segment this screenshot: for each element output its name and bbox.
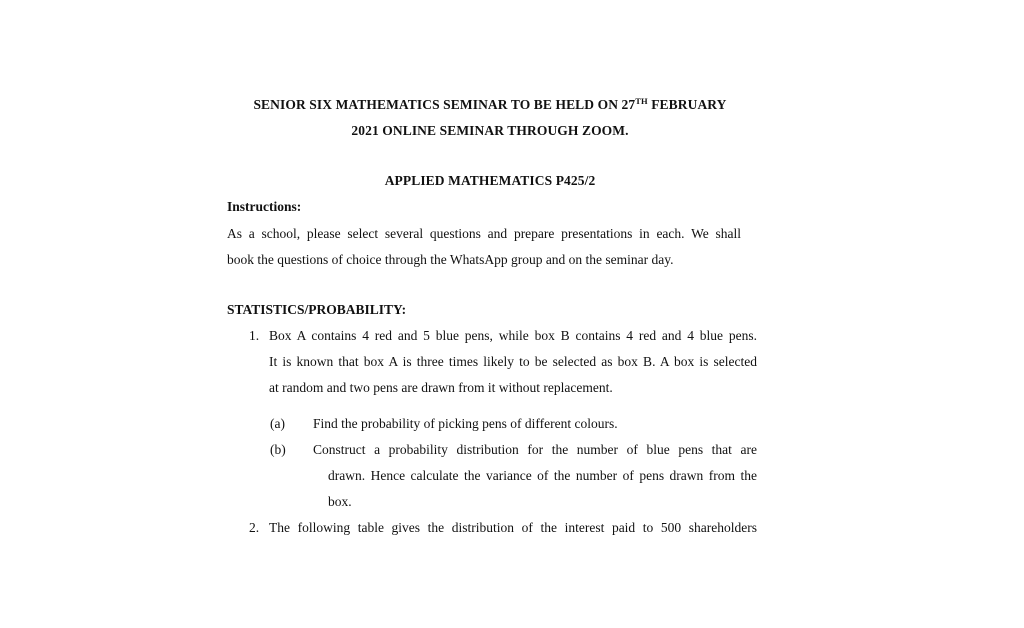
instructions-line-2: book the questions of choice through the WhatsApp group and on the seminar day. [227,252,674,267]
part-text-line: drawn. Hence calculate the variance of the number of pens drawn from the [328,468,757,483]
paper-title: APPLIED MATHEMATICS P425/2 [384,173,596,188]
part-text-line: box. [328,494,352,509]
seminar-title-line-2: 2021 ONLINE SEMINAR THROUGH ZOOM. [351,123,629,138]
part-label: (b) [270,442,286,457]
title-superscript: TH [635,96,648,106]
question-text-line: The following table gives the distribution of the interest paid to 500 shareholders [269,520,757,535]
section-heading: STATISTICS/PROBABILITY: [227,302,407,317]
question-number: 2. [249,520,260,535]
part-label: (a) [270,416,285,431]
seminar-title-line-1: SENIOR SIX MATHEMATICS SEMINAR TO BE HELD ON 27TH FEBRUARY [253,96,727,112]
part-text-line: Construct a probability distribution for the number of blue pens that are [313,442,757,457]
question-text-line: Box A contains 4 red and 5 blue pens, while box B contains 4 red and 4 blue pens. [269,328,757,343]
instructions-line-1: As a school, please select several questions and prepare presentations in each. We shall [227,226,741,241]
part-text-line: Find the probability of picking pens of different colours. [313,416,618,431]
question-text-line: It is known that box A is three times likely to be selected as box B. A box is selected [269,354,757,369]
instructions-heading: Instructions: [227,199,302,214]
question-number: 1. [249,328,260,343]
question-text-line: at random and two pens are drawn from it without replacement. [269,380,613,395]
